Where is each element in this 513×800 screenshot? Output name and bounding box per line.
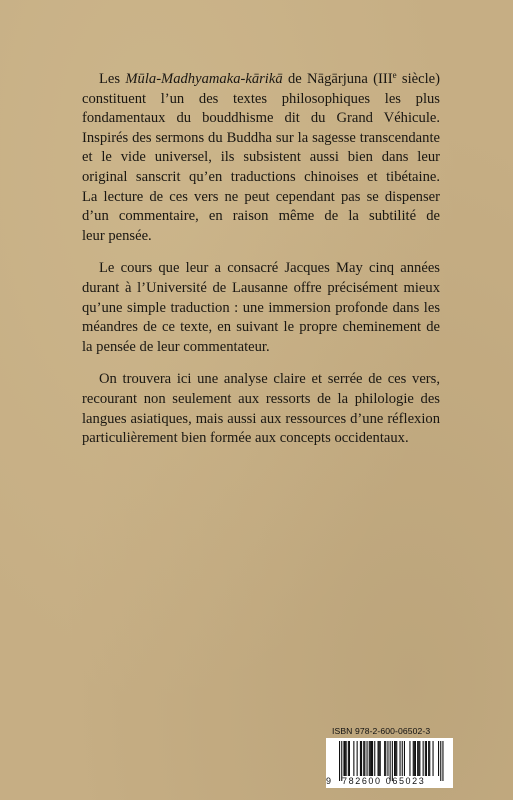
- text-line: recourant non seulement aux ressorts de la philologie des: [82, 390, 440, 407]
- barcode-bar: [433, 741, 434, 776]
- barcode-bar: [369, 741, 370, 776]
- barcode-bar: [419, 741, 420, 776]
- barcode-bar: [353, 741, 354, 776]
- text-line: original sanscrit qu’en traductions chinoises et tibétaine.: [82, 168, 440, 185]
- barcode-bar: [418, 741, 419, 776]
- barcode-bar: [395, 741, 396, 776]
- barcode-bar: [384, 741, 385, 776]
- text-line: d’un commentaire, en raison même de la subtilité de: [82, 208, 440, 225]
- barcode-bar: [428, 741, 429, 776]
- barcode-bar: [417, 741, 418, 776]
- barcode-bar: [348, 741, 349, 776]
- text-line: fondamentaux du bouddhisme dit du Grand Véhicule.: [82, 110, 440, 127]
- barcode-bar: [339, 741, 340, 781]
- text-line: Inspirés des sermons du Buddha sur la sagesse transcendante: [82, 129, 440, 146]
- text-line: durant à l’Université de Lausanne offre précisément mieux: [82, 279, 440, 296]
- barcode-bar: [367, 741, 368, 776]
- text-line: et le vide universel, ils subsistent aussi bien dans leur: [82, 149, 440, 166]
- barcode-bar: [346, 741, 347, 776]
- text-line: langues asiatiques, mais aussi aux ressources d’une réflexion: [82, 410, 440, 427]
- barcode-bar: [394, 741, 395, 776]
- barcode-bar: [380, 741, 381, 776]
- barcode-bar: [341, 741, 342, 781]
- barcode-bar: [415, 741, 416, 776]
- barcode-bar: [390, 741, 391, 781]
- barcode-bar: [349, 741, 350, 776]
- barcode-bar: [429, 741, 430, 776]
- paragraph-1: [82, 70, 440, 246]
- text-line: la pensée de leur commentateur.: [82, 338, 270, 355]
- barcode-bar: [371, 741, 372, 776]
- barcode-bar: [426, 741, 427, 776]
- paragraph-3: [82, 370, 440, 448]
- barcode-bar: [442, 741, 443, 781]
- barcode-bar: [396, 741, 397, 776]
- barcode-digits: 782600 065023: [342, 776, 426, 786]
- barcode-bar: [374, 741, 375, 776]
- text-line: On trouvera ici une analyse claire et serrée de ces vers,: [99, 371, 440, 388]
- text-line: La lecture de ces vers ne peut cependant pas se dispenser: [82, 188, 440, 205]
- barcode-bar: [364, 741, 365, 776]
- barcode-bar: [404, 741, 405, 776]
- text-line: particulièrement bien formée aux concepts occidentaux.: [82, 430, 409, 447]
- barcode-bar: [361, 741, 362, 776]
- barcode-bar: [400, 741, 401, 776]
- barcode-bar: [425, 741, 426, 776]
- barcode-bar: [345, 741, 346, 776]
- barcode-bar: [372, 741, 373, 776]
- barcode-bar: [387, 741, 388, 776]
- barcode-bar: [438, 741, 439, 776]
- blurb-text: [82, 70, 440, 462]
- barcode-bar: [363, 741, 364, 776]
- text-line: méandres de ce texte, en suivant le propre cheminement de: [82, 319, 440, 336]
- barcode-bar: [414, 741, 415, 776]
- paragraph-2: [82, 259, 440, 357]
- barcode-bar: [370, 741, 371, 776]
- barcode-bar: [402, 741, 403, 776]
- barcode-bar: [392, 741, 393, 781]
- barcode-bar: [413, 741, 414, 776]
- isbn-label: ISBN 978-2-600-06502-3: [332, 726, 431, 736]
- text-line: Les Mūla-Madhyamaka-kārikā de Nāgārjuna (IIIe siècle): [99, 70, 440, 87]
- text-line: leur pensée.: [82, 227, 152, 244]
- barcode-first-digit: 9: [326, 776, 332, 786]
- text-line: constituent l’un des textes philosophiques les plus: [82, 90, 440, 107]
- barcode-bar: [378, 741, 379, 776]
- text-line: Le cours que leur a consacré Jacques May cinq années: [99, 260, 440, 277]
- barcode-bar: [440, 741, 441, 781]
- text-line: qu’une simple traduction : une immersion profonde dans les: [82, 299, 440, 316]
- title-italic: Mūla-Madhyamaka-kārikā: [125, 71, 283, 87]
- barcode-bar: [423, 741, 424, 776]
- barcode-bar: [343, 741, 344, 776]
- barcode-bar: [360, 741, 361, 776]
- barcode-bar: [409, 741, 410, 776]
- barcode-bar: [357, 741, 358, 776]
- barcode-bar: [379, 741, 380, 776]
- barcode-bar: [385, 741, 386, 776]
